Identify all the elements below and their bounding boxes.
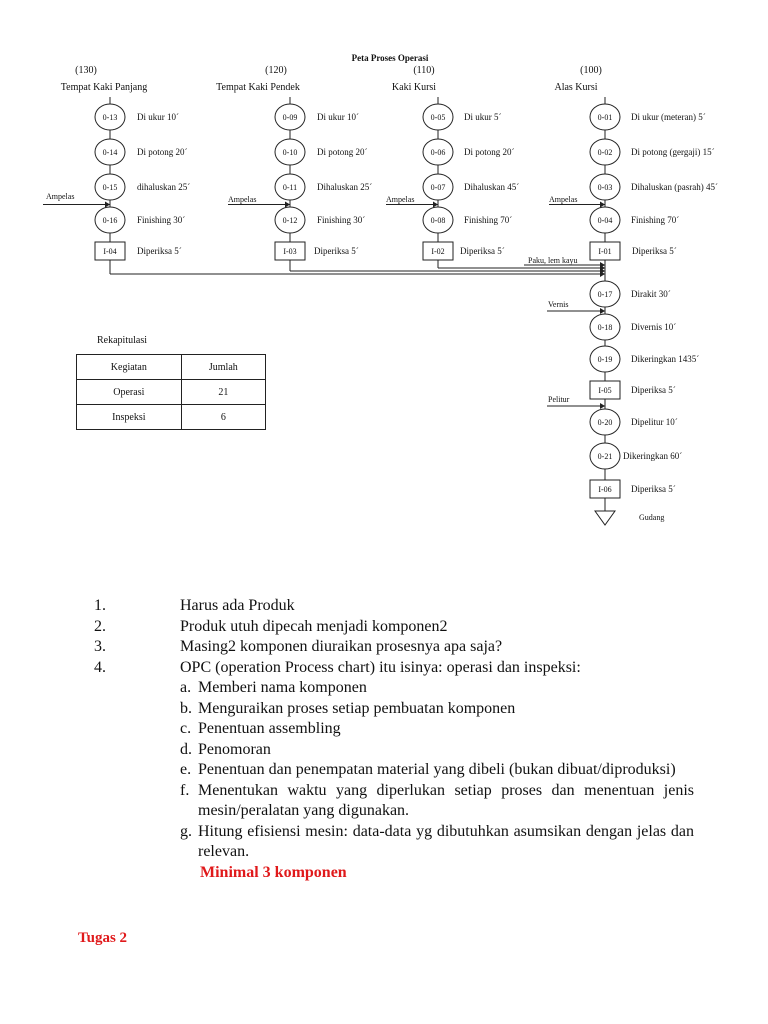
inspection-id: I-04 <box>103 247 117 256</box>
operation-id: 0-13 <box>102 113 118 122</box>
step-item <box>94 617 694 638</box>
arrow-head-icon <box>600 403 605 409</box>
operation-label: Dihaluskan 25´ <box>317 182 373 192</box>
chart-title: Peta Proses Operasi <box>351 53 429 63</box>
operation-label: Di potong (gergaji) 15´ <box>631 147 715 157</box>
substep-letter: b. <box>180 699 192 717</box>
operation-id: 0-19 <box>597 355 613 364</box>
steps-list <box>94 596 694 883</box>
operation-label: Dikeringkan 1435´ <box>631 354 700 364</box>
recap-cell: 6 <box>181 405 265 430</box>
operation-id: 0-16 <box>102 216 118 225</box>
operation-id: 0-05 <box>430 113 446 122</box>
operation-label: Di potong 20´ <box>137 147 188 157</box>
operation-id: 0-20 <box>597 418 613 427</box>
operation-id: 0-04 <box>597 216 613 225</box>
material-label: Ampelas <box>46 192 75 201</box>
step-text: Produk utuh dipecah menjadi komponen2 <box>180 617 448 635</box>
recap-cell: Operasi <box>77 380 182 405</box>
step-number: 3. <box>94 638 106 655</box>
substep-letter: f. <box>180 781 190 799</box>
operation-label: Diperiksa 5´ <box>631 484 676 494</box>
substep-letter: e. <box>180 761 192 778</box>
step-text: OPC (operation Process chart) itu isinya: operasi dan inspeksi: <box>180 658 581 676</box>
substep-item <box>94 740 694 761</box>
recap-row-inspection <box>77 405 266 430</box>
component-name: Kaki Kursi <box>391 82 437 93</box>
operation-label: Finishing 70´ <box>464 215 513 225</box>
substep-text: Penentuan dan penempatan material yang dibeli (bukan dibuat/diproduksi) <box>198 761 676 778</box>
step-item <box>94 637 694 658</box>
substep-text: Menentukan waktu yang diperlukan setiap proses dan menentuan jenis mesin/peralatan yang digunakan. <box>198 781 694 819</box>
recap-cell: 21 <box>181 380 265 405</box>
substep-letter: d. <box>180 740 192 758</box>
operation-label: Finishing 30´ <box>317 215 366 225</box>
arrow-head-icon <box>600 308 605 314</box>
step-text: Masing2 komponen diuraikan prosesnya apa saja? <box>180 638 503 655</box>
operation-id: 0-10 <box>282 148 298 157</box>
recap-header-row <box>77 355 266 380</box>
operation-label: Dihaluskan 45´ <box>464 182 520 192</box>
operation-id: 0-08 <box>430 216 446 225</box>
operation-label: Di ukur 5´ <box>464 112 502 122</box>
operation-id: 0-07 <box>430 183 446 192</box>
minimal-note: Minimal 3 komponen <box>200 863 347 881</box>
component-name: Alas Kursi <box>554 82 598 93</box>
substep-text: Penomoran <box>198 740 271 758</box>
inspection-id: I-05 <box>598 386 612 395</box>
operation-id: 0-18 <box>597 323 613 332</box>
operation-id: 0-15 <box>102 183 118 192</box>
substep-item <box>94 822 694 863</box>
operation-label: Finishing 30´ <box>137 215 186 225</box>
operation-id: 0-06 <box>430 148 446 157</box>
operation-label: Dipelitur 10´ <box>631 417 678 427</box>
tugas-label: Tugas 2 <box>78 930 128 946</box>
operation-id: 0-02 <box>597 148 613 157</box>
material-label: Ampelas <box>228 195 257 204</box>
inspection-label: Diperiksa 5´ <box>314 246 359 256</box>
operation-id: 0-03 <box>597 183 613 192</box>
step-number: 2. <box>94 617 106 635</box>
operation-id: 0-17 <box>597 290 613 299</box>
operation-id: 0-14 <box>102 148 118 157</box>
operation-label: Di ukur (meteran) 5´ <box>631 112 706 122</box>
component-code: (110) <box>413 65 435 76</box>
inspection-id: I-02 <box>431 247 445 256</box>
operation-label: Diperiksa 5´ <box>631 385 676 395</box>
material-label: Ampelas <box>386 195 415 204</box>
step-item <box>94 658 694 679</box>
operation-label: dihaluskan 25´ <box>137 182 191 192</box>
material-label: Ampelas <box>549 195 578 204</box>
substep-letter: c. <box>180 720 192 737</box>
substep-item <box>94 719 694 740</box>
operation-id: 0-09 <box>282 113 298 122</box>
operation-label: Finishing 70´ <box>631 215 680 225</box>
inspection-id: I-03 <box>283 247 297 256</box>
step-text: Harus ada Produk <box>180 597 295 614</box>
operation-id: 0-12 <box>282 216 298 225</box>
substep-text: Penentuan assembling <box>198 720 341 737</box>
operation-id: 0-01 <box>597 113 613 122</box>
substep-text: Memberi nama komponen <box>198 679 367 696</box>
operation-label: Di potong 20´ <box>464 147 515 157</box>
step-item <box>94 596 694 617</box>
operation-id: 0-21 <box>597 452 613 461</box>
substep-text: Hitung efisiensi mesin: data-data yg dibutuhkan asumsikan dengan jelas dan relevan. <box>198 822 694 860</box>
substep-letter: a. <box>180 679 192 696</box>
substep-letter: g. <box>180 822 192 840</box>
recap-table <box>76 354 266 430</box>
recap-header-activity: Kegiatan <box>77 355 182 380</box>
substep-item <box>94 781 694 822</box>
operation-label: Dihaluskan (pasrah) 45´ <box>631 182 718 192</box>
component-code: (120) <box>265 65 287 76</box>
step-number: 1. <box>94 597 106 614</box>
inspection-label: Diperiksa 5´ <box>632 246 677 256</box>
operation-label: Di potong 20´ <box>317 147 368 157</box>
substep-item <box>94 760 694 781</box>
component-name: Tempat Kaki Panjang <box>60 82 148 93</box>
component-code: (130) <box>75 65 97 76</box>
operation-label: Divernis 10´ <box>631 322 677 332</box>
storage-triangle-icon <box>595 511 615 525</box>
inspection-id: I-06 <box>598 485 612 494</box>
inspection-label: Diperiksa 5´ <box>137 246 182 256</box>
step-number: 4. <box>94 658 106 676</box>
material-label: Vernis <box>548 300 569 309</box>
substep-text: Menguraikan proses setiap pembuatan komponen <box>198 699 516 717</box>
substep-item <box>94 678 694 699</box>
component-code: (100) <box>580 65 602 76</box>
operation-label: Di ukur 10´ <box>317 112 359 122</box>
recap-row-operation <box>77 380 266 405</box>
assembly-material-label: Paku, lem kayu <box>528 256 578 265</box>
inspection-label: Diperiksa 5´ <box>460 246 505 256</box>
operation-label: Dirakit 30´ <box>631 289 671 299</box>
component-name: Tempat Kaki Pendek <box>216 82 300 93</box>
operation-id: 0-11 <box>282 183 298 192</box>
recap-title: Rekapitulasi <box>97 335 147 346</box>
substep-item <box>94 699 694 720</box>
inspection-id: I-01 <box>598 247 612 256</box>
operation-label: Di ukur 10´ <box>137 112 179 122</box>
storage-label: Gudang <box>639 513 665 522</box>
recap-cell: Inspeksi <box>77 405 182 430</box>
operation-label: Dikeringkan 60´ <box>623 451 683 461</box>
recap-header-count: Jumlah <box>181 355 265 380</box>
material-label: Pelitur <box>548 395 570 404</box>
